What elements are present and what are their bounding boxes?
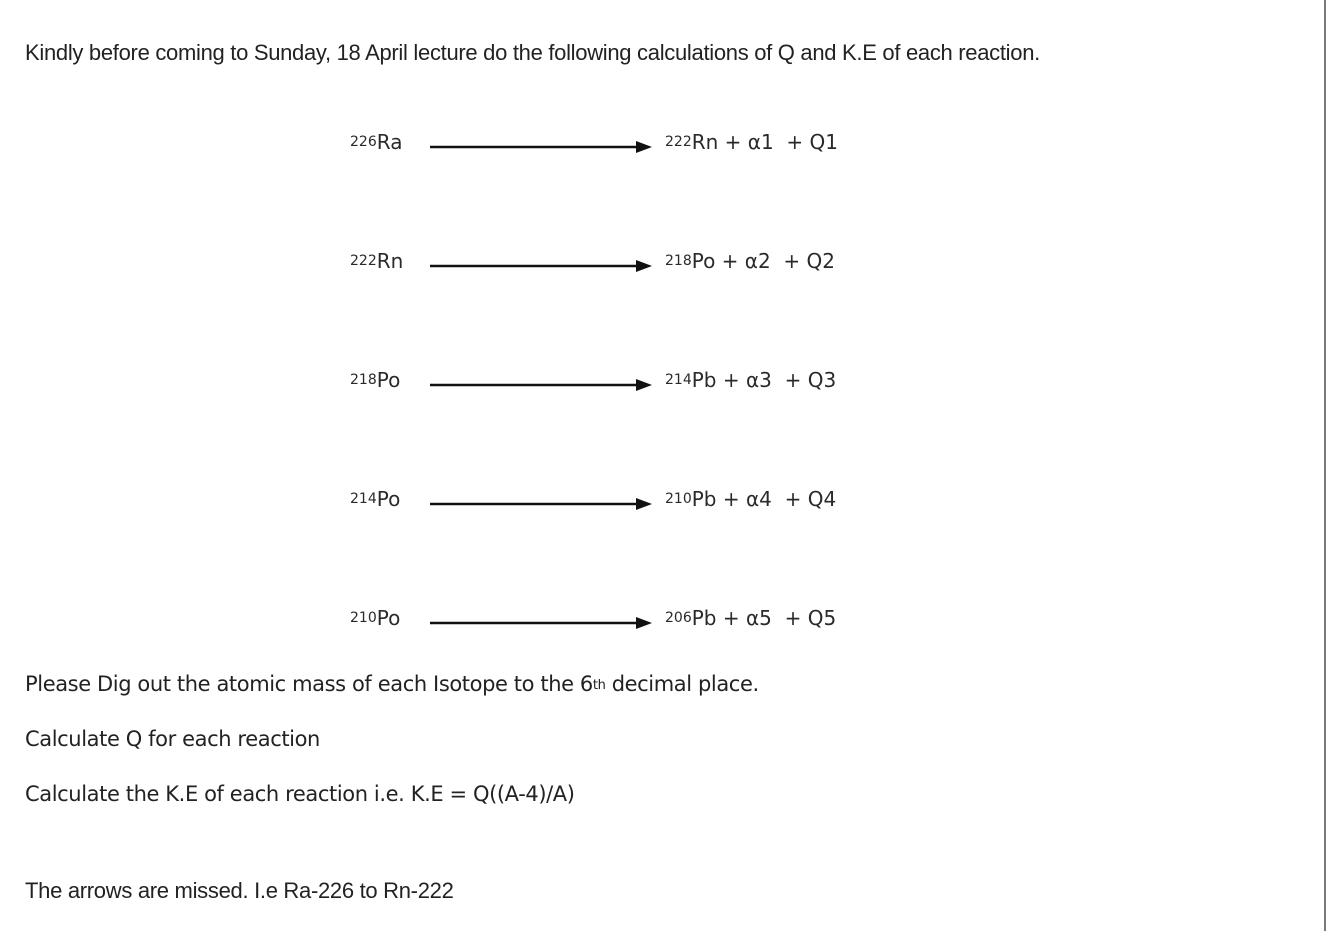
parent-isotope	[350, 368, 400, 392]
reaction-arrow-icon	[430, 616, 652, 630]
reaction-row	[0, 487, 1329, 527]
reaction-products	[665, 606, 836, 630]
reaction-row	[0, 606, 1329, 646]
instruction-atomic-mass-part2: decimal place.	[605, 672, 759, 696]
parent-mass-number: 210	[350, 610, 377, 626]
product-rest: + α3 + Q3	[716, 368, 837, 392]
instruction-atomic-mass	[25, 672, 759, 696]
product-mass-number: 206	[665, 610, 692, 626]
product-mass-number: 210	[665, 491, 692, 507]
product-symbol: Po	[691, 249, 716, 273]
reaction-row	[0, 368, 1329, 408]
parent-isotope	[350, 606, 400, 630]
product-symbol: Rn	[691, 130, 719, 154]
parent-mass-number: 222	[350, 253, 377, 269]
reaction-products	[665, 487, 836, 511]
parent-symbol: Rn	[376, 249, 404, 273]
parent-isotope	[350, 249, 403, 273]
parent-mass-number: 218	[350, 372, 377, 388]
product-mass-number: 222	[665, 134, 692, 150]
product-symbol: Pb	[691, 606, 717, 630]
reaction-row	[0, 249, 1329, 289]
reaction-arrow-icon	[430, 497, 652, 511]
reaction-products	[665, 130, 838, 154]
reaction-arrow-icon	[430, 140, 652, 154]
product-mass-number: 214	[665, 372, 692, 388]
parent-mass-number: 214	[350, 491, 377, 507]
instruction-calculate-q: Calculate Q for each reaction	[25, 727, 320, 751]
product-symbol: Pb	[691, 368, 717, 392]
footer-note: The arrows are missed. I.e Ra-226 to Rn-222	[25, 878, 454, 903]
product-rest: + α4 + Q4	[716, 487, 837, 511]
reaction-products	[665, 368, 836, 392]
product-symbol: Pb	[691, 487, 717, 511]
product-mass-number: 218	[665, 253, 692, 269]
product-rest: + α2 + Q2	[715, 249, 836, 273]
instruction-superscript: th	[592, 678, 606, 693]
parent-symbol: Po	[376, 487, 401, 511]
parent-isotope	[350, 130, 402, 154]
parent-symbol: Ra	[376, 130, 403, 154]
parent-symbol: Po	[376, 368, 401, 392]
reaction-arrow-icon	[430, 378, 652, 392]
parent-symbol: Po	[376, 606, 401, 630]
reaction-row	[0, 130, 1329, 170]
reaction-products	[665, 249, 835, 273]
reaction-arrow-icon	[430, 259, 652, 273]
parent-mass-number: 226	[350, 134, 377, 150]
instruction-atomic-mass-part1: Please Dig out the atomic mass of each Isotope to the 6	[25, 672, 593, 696]
intro-text: Kindly before coming to Sunday, 18 April lecture do the following calculations of Q and K.E of each reaction.	[25, 40, 1040, 65]
product-rest: + α5 + Q5	[716, 606, 837, 630]
product-rest: + α1 + Q1	[718, 130, 838, 154]
instruction-calculate-ke: Calculate the K.E of each reaction i.e. K.E = Q((A-4)/A)	[25, 782, 575, 806]
parent-isotope	[350, 487, 400, 511]
